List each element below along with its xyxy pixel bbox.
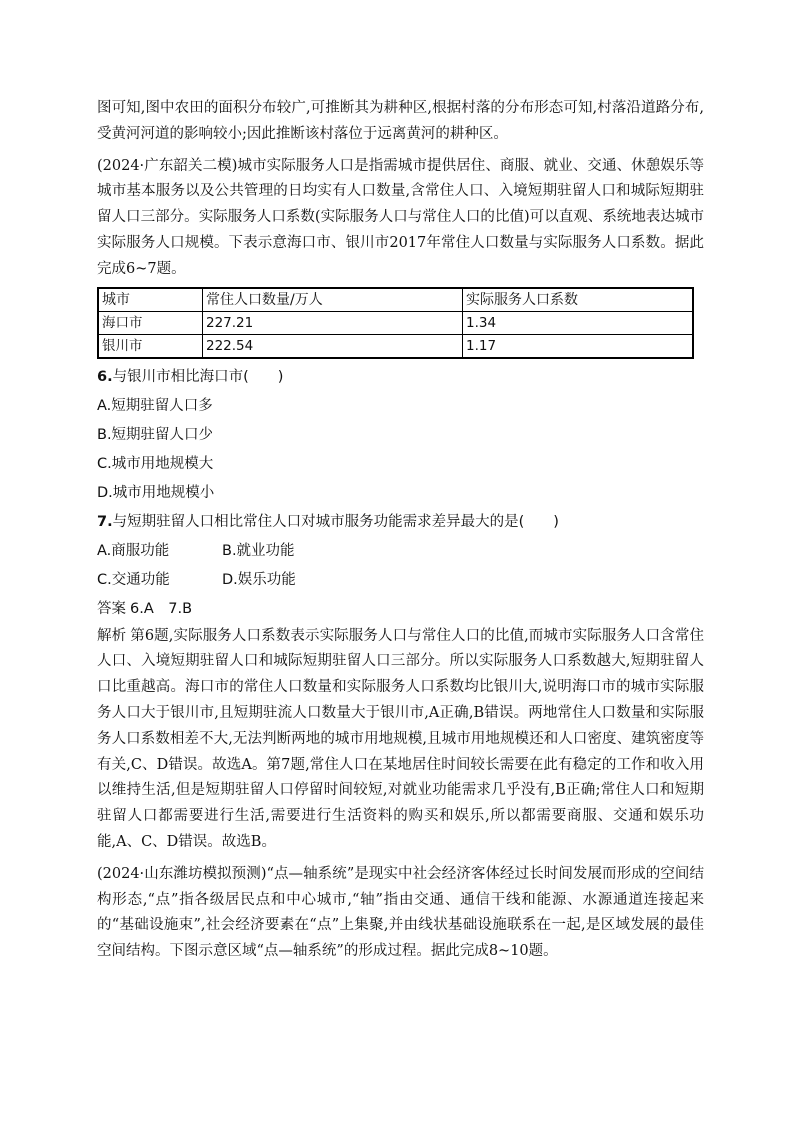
table-header-coefficient: 实际服务人口系数 xyxy=(463,288,694,312)
question-6-option-a: A.短期驻留人口多 xyxy=(97,397,213,414)
question-6-option-d: D.城市用地规模小 xyxy=(97,484,215,501)
question-6-text: 与银川市相比海口市( ) xyxy=(112,368,284,385)
question-7-options-row-2 xyxy=(97,566,704,595)
table-cell-population: 227.21 xyxy=(203,311,463,334)
table-header-population: 常住人口数量/万人 xyxy=(203,288,463,312)
question-7-number: 7. xyxy=(97,513,113,530)
question-7-options-row-1 xyxy=(97,537,704,566)
table-header-city: 城市 xyxy=(98,288,203,312)
table-cell-coefficient: 1.17 xyxy=(463,334,694,358)
passage-questions-6-7: (2024·广东韶关二模)城市实际服务人口是指需城市提供居住、商服、就业、交通、休憩娱乐等城市基本服务以及公共管理的日均实有人口数量,含常住人口、入境短期驻留人口和城际短期驻留人口三部分。实际服务人口系数(实际服务人口与常住人口的比值)可以直观、系统地表达城市实际服务人口规模。下表示意海口市、银川市2017年常住人口数量与实际服务人口系数。据此完成6~7题。 xyxy=(97,157,704,277)
answer-text: 6.A 7.B xyxy=(130,600,193,617)
table-header-row xyxy=(98,288,693,312)
question-6-stem xyxy=(97,363,704,392)
passage-questions-8-10: (2024·山东潍坊模拟预测)“点—轴系统”是现实中社会经济客体经过长时间发展而形成的空间结构形态,“点”指各级居民点和中心城市,“轴”指由交通、通信干线和能源、水源通道连接起来的“基础设施束”,社会经济要素在“点”上集聚,并由线状基础设施联系在一起,是区域发展的最佳空间结构。下图示意区域“点—轴系统”的形成过程。据此完成8~10题。 xyxy=(97,865,704,960)
table-row xyxy=(98,311,693,334)
question-6-option-b: B.短期驻留人口少 xyxy=(97,426,214,443)
question-7 xyxy=(97,508,704,595)
question-7-text: 与短期驻留人口相比常住人口对城市服务功能需求差异最大的是( ) xyxy=(112,513,559,530)
question-6 xyxy=(97,363,704,508)
analysis-text: 第6题,实际服务人口系数表示实际服务人口与常住人口的比值,而城市实际服务人口含常住人口、入境短期驻留人口和城际短期驻留人口三部分。所以实际服务人口系数越大,短期驻留人口比重越高。海口市的常住人口数量和实际服务人口系数均比银川大,说明海口市的城市实际服务人口大于银川市,且短期驻流人口数量大于银川市,A正确,B错误。两地常住人口数量和实际服务人口系数相差不大,无法判断两地的城市用地规模,且城市用地规模还和人口密度、建筑密度等有关,C、D错误。故选A。第7题,常住人口在某地居住时间较长需要在此有稳定的工作和收入用以维持生活,但是短期驻留人口停留时间较短,对就业功能需求几乎没有,B正确;常住人口和短期驻留人口都需要进行生活,需要进行生活资料的购买和娱乐,所以都需要商服、交通和娱乐功能,A、C、D错误。故选B。 xyxy=(97,627,704,850)
analysis-label: 解析 xyxy=(97,627,127,644)
table-cell-population: 222.54 xyxy=(203,334,463,358)
question-6-number: 6. xyxy=(97,368,113,385)
answer-line xyxy=(97,595,704,624)
intro-continuation: 图可知,图中农田的面积分布较广,可推断其为耕种区,根据村落的分布形态可知,村落沿道路分布,受黄河河道的影响较小;因此推断该村落位于远离黄河的耕种区。 xyxy=(97,100,704,142)
question-7-option-a: A.商服功能 xyxy=(97,542,170,559)
question-7-option-c: C.交通功能 xyxy=(97,571,170,588)
table-cell-city: 银川市 xyxy=(98,334,203,358)
table-cell-city: 海口市 xyxy=(98,311,203,334)
question-7-option-b: B.就业功能 xyxy=(222,542,295,559)
table-cell-coefficient: 1.34 xyxy=(463,311,694,334)
answer-label: 答案 xyxy=(97,600,126,617)
population-table xyxy=(97,287,694,359)
question-6-option-c: C.城市用地规模大 xyxy=(97,455,214,472)
analysis-paragraph xyxy=(97,624,704,856)
question-7-option-d: D.娱乐功能 xyxy=(222,571,296,588)
question-7-stem xyxy=(97,508,704,537)
table-row xyxy=(98,334,693,358)
